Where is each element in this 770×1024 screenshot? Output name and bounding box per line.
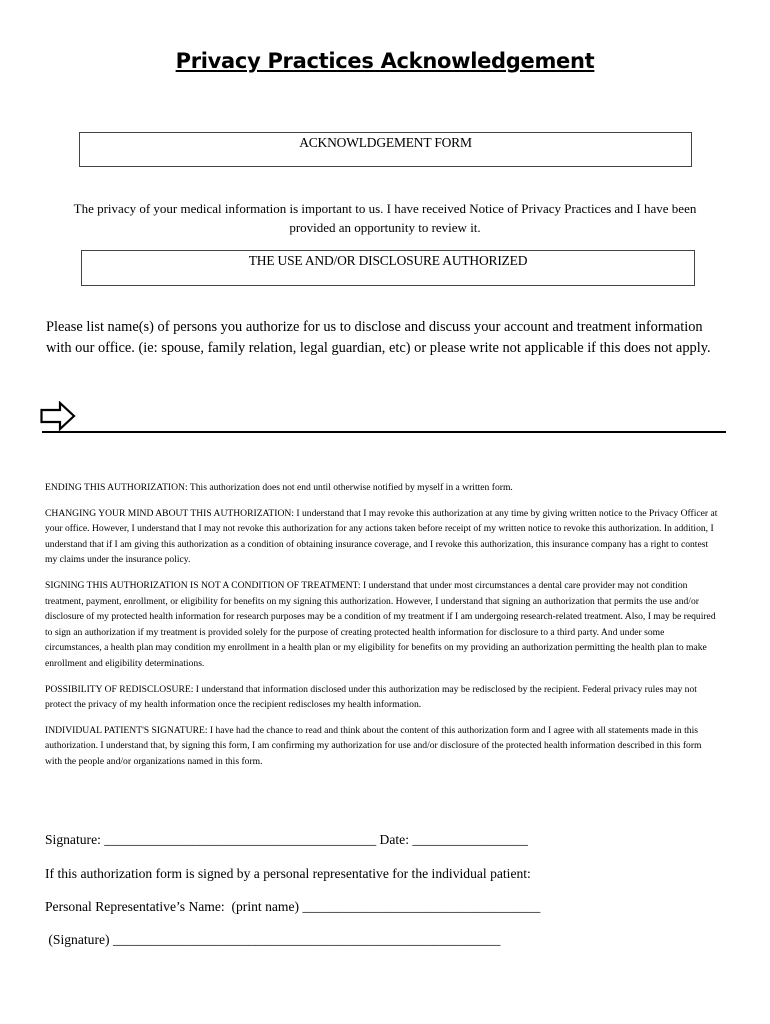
terms-signature-heading: INDIVIDUAL PATIENT'S SIGNATURE: [45, 724, 208, 736]
authorized-box-label: THE USE AND/OR DISCLOSURE AUTHORIZED [248, 253, 528, 268]
authorized-box [81, 250, 695, 286]
representative-name-line[interactable]: Personal Representative’s Name: (print name) ___________________________________ [45, 899, 541, 914]
acknowledgement-form-label: ACKNOWLDGEMENT FORM [299, 135, 472, 150]
arrow-right-icon [40, 401, 76, 431]
page-title: Privacy Practices Acknowledgement [175, 49, 595, 73]
representative-note: If this authorization form is signed by a personal representative for the individual patient: [45, 866, 531, 881]
terms-redisclosure-text: I understand that information disclosed under this authorization may be redisclosed by the recipient. Federal privacy rules may not protect the privacy of my health information once the recipient rediscloses my health information. [45, 683, 697, 711]
list-instruction-line-2: with our office. (ie: spouse, family relation, legal guardian, etc) or please write not applicable if this does not apply. [46, 340, 711, 356]
terms-signing-text: I understand that under most circumstances a dental care provider may not condition treatment, payment, enrollment, or eligibility for benefits on my signing this authorization. However, I understand that signing an authorization that permits the use and/or disclosure of my protected health information for research purposes may be a condition of my treatment if I am undergoing research-related treatment. Also, I may be required to sign an authorization if my treatment is provided solely for the purpose of creating protected health information for disclosure to a third party. And under some circumstances, a health plan may condition my enrollment in a health plan or my eligibility for benefits on my providing an authorization permitting the health plan to make enrollment and eligibility determinations. [45, 579, 716, 669]
authorized-names-line[interactable] [42, 431, 726, 433]
list-instruction [46, 317, 746, 359]
terms-changing [45, 506, 720, 568]
terms-redisclosure [45, 682, 720, 713]
terms-changing-text: I understand that I may revoke this authorization at any time by giving written notice to the Privacy Officer at your office. However, I understand that I may not revoke this authorization for any actions taken before receipt of my written notice to revoke this authorization. In addition, I understand that if I am giving this authorization as a condition of obtaining insurance coverage, and I revoke this authorization, this insurance company has a right to contest my claims under the insurance policy. [45, 507, 718, 566]
intro-line-1: The privacy of your medical information is important to us. I have received Notice of Privacy Practices and I have been [73, 201, 697, 216]
terms-signature-text: I have had the chance to read and think about the content of this authorization form and I agree with all statements made in this authorization. I understand that, by signing this form, I am confirming my authorization for use and/or disclosure of the protected health information described in this form with the people and/or organizations named in this form. [45, 724, 702, 767]
terms-ending-heading: ENDING THIS AUTHORIZATION: [45, 482, 188, 493]
signature-date-line[interactable]: Signature: ________________________________________ Date: _________________ [45, 832, 528, 847]
terms-signing [45, 578, 720, 672]
list-instruction-line-1: Please list name(s) of persons you authorize for us to disclose and discuss your account and treatment information [46, 319, 703, 335]
intro-line-2: provided an opportunity to review it. [289, 220, 481, 235]
terms-signing-heading: SIGNING THIS AUTHORIZATION IS NOT A CONDITION OF TREATMENT: [45, 579, 361, 591]
terms-ending [45, 480, 720, 496]
terms-signature [45, 723, 720, 770]
intro-paragraph [50, 199, 720, 237]
terms-section [45, 480, 720, 780]
terms-redisclosure-heading: POSSIBILITY OF REDISCLOSURE: [45, 683, 194, 695]
acknowledgement-form-box [79, 132, 692, 167]
terms-ending-text: This authorization does not end until otherwise notified by myself in a written form. [187, 482, 513, 493]
representative-signature-line[interactable]: (Signature) _________________________________________________________ [45, 932, 501, 947]
terms-changing-heading: CHANGING YOUR MIND ABOUT THIS AUTHORIZATION: [45, 507, 294, 519]
